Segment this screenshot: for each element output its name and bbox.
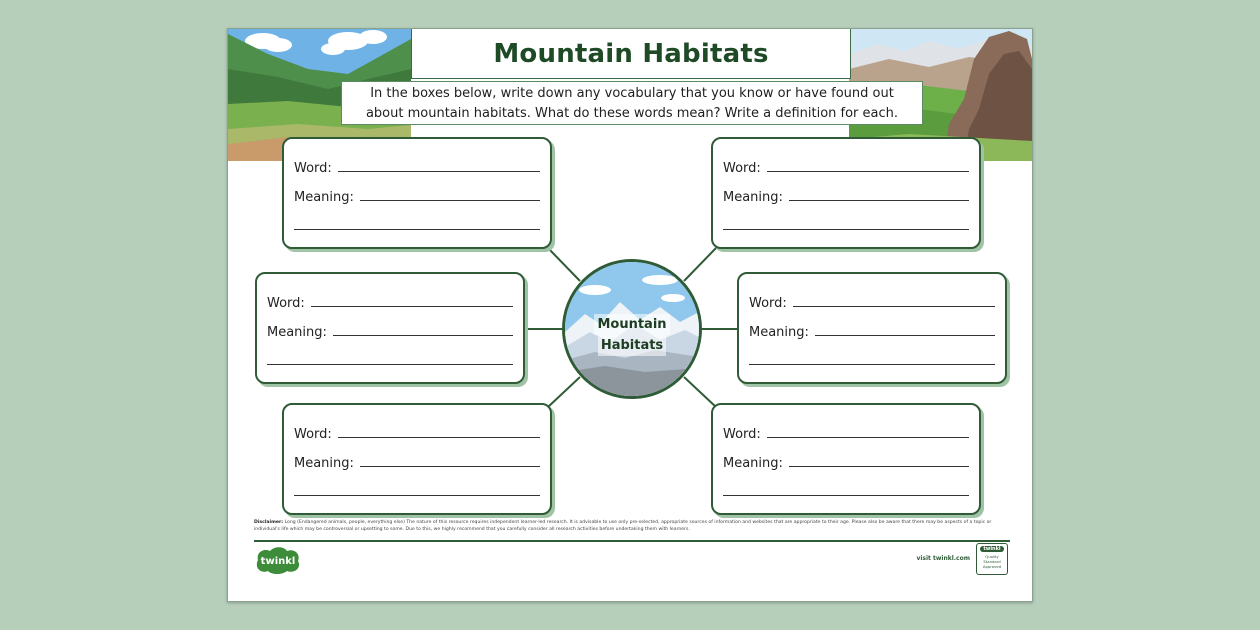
instructions-line-1: In the boxes below, write down any vocabulary that you know or have found out (370, 86, 894, 101)
word-answer-line[interactable] (311, 306, 513, 307)
worksheet (227, 28, 1033, 602)
disclaimer-text: Long (Endangered animals, people, everything else) The nature of this resource requires independent learner-led research. It is advisable to use only pre-selected, appropriate sources of information and websites that are appropriate to their age. Please also be aware that there may be aspects of a topic or individual's life which may be controversial or upsetting to some. Due to this, we highly recommend that you carefully consider all research activities before undertaking them with learners. (254, 520, 992, 532)
vocab-box-bottom-left (282, 403, 552, 515)
badge-text: Quality Standard Approved (982, 554, 1002, 569)
meaning-answer-line[interactable] (360, 466, 540, 467)
vocab-box-bottom-right (711, 403, 981, 515)
disclaimer-label: Disclaimer: (254, 520, 284, 525)
vocab-box-middle-left (255, 272, 525, 384)
meaning-answer-line[interactable] (815, 335, 995, 336)
word-label: Word: (267, 296, 305, 311)
hub-label (565, 314, 699, 356)
meaning-answer-line[interactable] (333, 335, 513, 336)
vocab-box-middle-right (737, 272, 1007, 384)
word-label: Word: (723, 161, 761, 176)
hub-label-line-2: Habitats (598, 335, 666, 356)
badge-title: twinkl (980, 546, 1004, 552)
meaning-label: Meaning: (749, 325, 809, 340)
meaning-label: Meaning: (294, 456, 354, 471)
word-label: Word: (294, 427, 332, 442)
meaning-label: Meaning: (294, 190, 354, 205)
meaning-extra-line[interactable] (294, 495, 540, 496)
word-answer-line[interactable] (338, 437, 540, 438)
vocab-box-top-left (282, 137, 552, 249)
meaning-label: Meaning: (723, 190, 783, 205)
meaning-extra-line[interactable] (267, 364, 513, 365)
meaning-extra-line[interactable] (749, 364, 995, 365)
quality-badge (976, 543, 1008, 575)
twinkl-logo (254, 545, 302, 575)
vocab-box-top-right (711, 137, 981, 249)
word-label: Word: (723, 427, 761, 442)
disclaimer (254, 520, 1010, 533)
logo-text: twinkl (260, 556, 296, 567)
meaning-label: Meaning: (267, 325, 327, 340)
word-answer-line[interactable] (793, 306, 995, 307)
center-hub (562, 259, 702, 399)
meaning-answer-line[interactable] (360, 200, 540, 201)
word-label: Word: (294, 161, 332, 176)
meaning-extra-line[interactable] (723, 495, 969, 496)
hub-label-line-1: Mountain (594, 314, 669, 335)
meaning-extra-line[interactable] (294, 229, 540, 230)
word-answer-line[interactable] (338, 171, 540, 172)
word-answer-line[interactable] (767, 171, 969, 172)
page-title: Mountain Habitats (493, 38, 769, 69)
meaning-extra-line[interactable] (723, 229, 969, 230)
word-answer-line[interactable] (767, 437, 969, 438)
visit-link[interactable]: visit twinkl.com (916, 555, 970, 562)
instructions-line-2: about mountain habitats. What do these words mean? Write a definition for each. (365, 106, 899, 121)
meaning-answer-line[interactable] (789, 200, 969, 201)
footer-divider (254, 540, 1010, 542)
meaning-answer-line[interactable] (789, 466, 969, 467)
meaning-label: Meaning: (723, 456, 783, 471)
word-label: Word: (749, 296, 787, 311)
